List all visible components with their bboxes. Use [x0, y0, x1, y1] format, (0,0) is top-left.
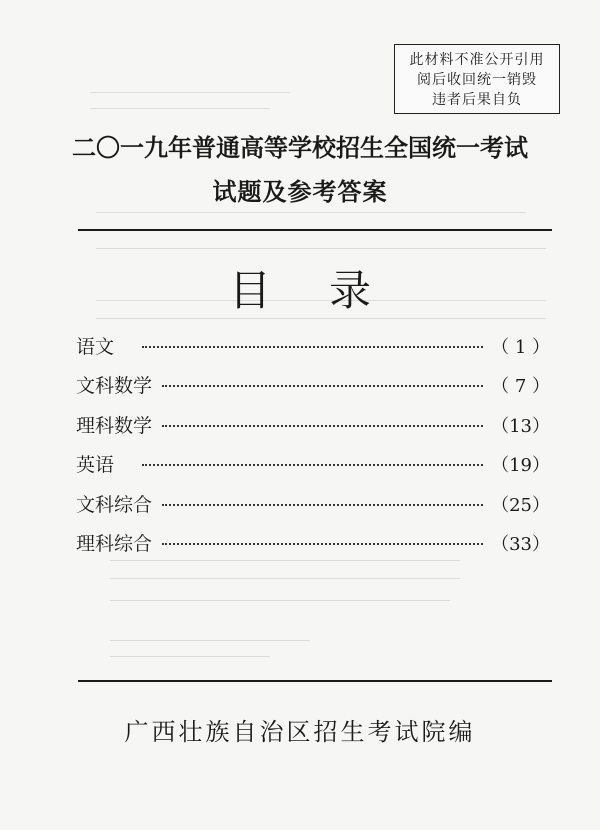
- show-through-line: [96, 248, 546, 249]
- toc-entry-label: 文科数学: [76, 375, 153, 398]
- toc-entry-page: （33）: [491, 533, 550, 555]
- toc-entry-liberal-arts-comprehensive[interactable]: [76, 490, 550, 529]
- toc-entry-page: （ 1 ）: [491, 337, 550, 358]
- toc-entry-label: 理科综合: [76, 532, 153, 555]
- document-title: 二〇一九年普通高等学校招生全国统一考试: [72, 133, 528, 162]
- document-subtitle: 试题及参考答案: [212, 177, 388, 206]
- toc-entry-liberal-arts-math[interactable]: [76, 371, 550, 410]
- show-through-line: [110, 640, 310, 641]
- dot-leader: [142, 346, 483, 348]
- toc-entry-page: （25）: [491, 494, 550, 516]
- confidentiality-notice: [394, 44, 560, 114]
- show-through-line: [110, 578, 460, 579]
- toc-entry-science-math[interactable]: [76, 411, 550, 450]
- show-through-line: [96, 212, 526, 213]
- toc-entry-label: 英语: [76, 454, 115, 477]
- toc-entry-label: 语文: [76, 336, 115, 358]
- contents-heading: 目录: [228, 266, 429, 315]
- table-of-contents: [76, 332, 550, 568]
- show-through-line: [96, 318, 546, 319]
- toc-entry-science-comprehensive[interactable]: [76, 529, 550, 568]
- dot-leader: [162, 385, 483, 387]
- notice-line: 阅后收回统一销毁: [417, 72, 537, 88]
- dot-leader: [162, 543, 483, 545]
- publisher-credit: 广西壮族自治区招生考试院编: [124, 718, 476, 746]
- notice-line: 违者后果自负: [432, 92, 522, 108]
- show-through-line: [110, 600, 450, 601]
- show-through-line: [90, 108, 270, 109]
- toc-entry-label: 文科综合: [76, 493, 153, 516]
- toc-entry-page: （ 7 ）: [491, 376, 550, 398]
- toc-entry-page: （19）: [491, 455, 550, 477]
- notice-line: 此材料不准公开引用: [409, 52, 545, 68]
- toc-entry-label: 理科数学: [76, 414, 153, 437]
- toc-entry-chinese[interactable]: [76, 332, 550, 371]
- bottom-divider: [78, 680, 552, 682]
- toc-entry-english[interactable]: [76, 450, 550, 489]
- show-through-line: [90, 92, 290, 93]
- show-through-line: [110, 656, 270, 657]
- dot-leader: [162, 504, 483, 506]
- dot-leader: [142, 464, 483, 466]
- top-divider: [78, 229, 552, 231]
- toc-entry-page: （13）: [491, 415, 550, 437]
- dot-leader: [162, 425, 483, 427]
